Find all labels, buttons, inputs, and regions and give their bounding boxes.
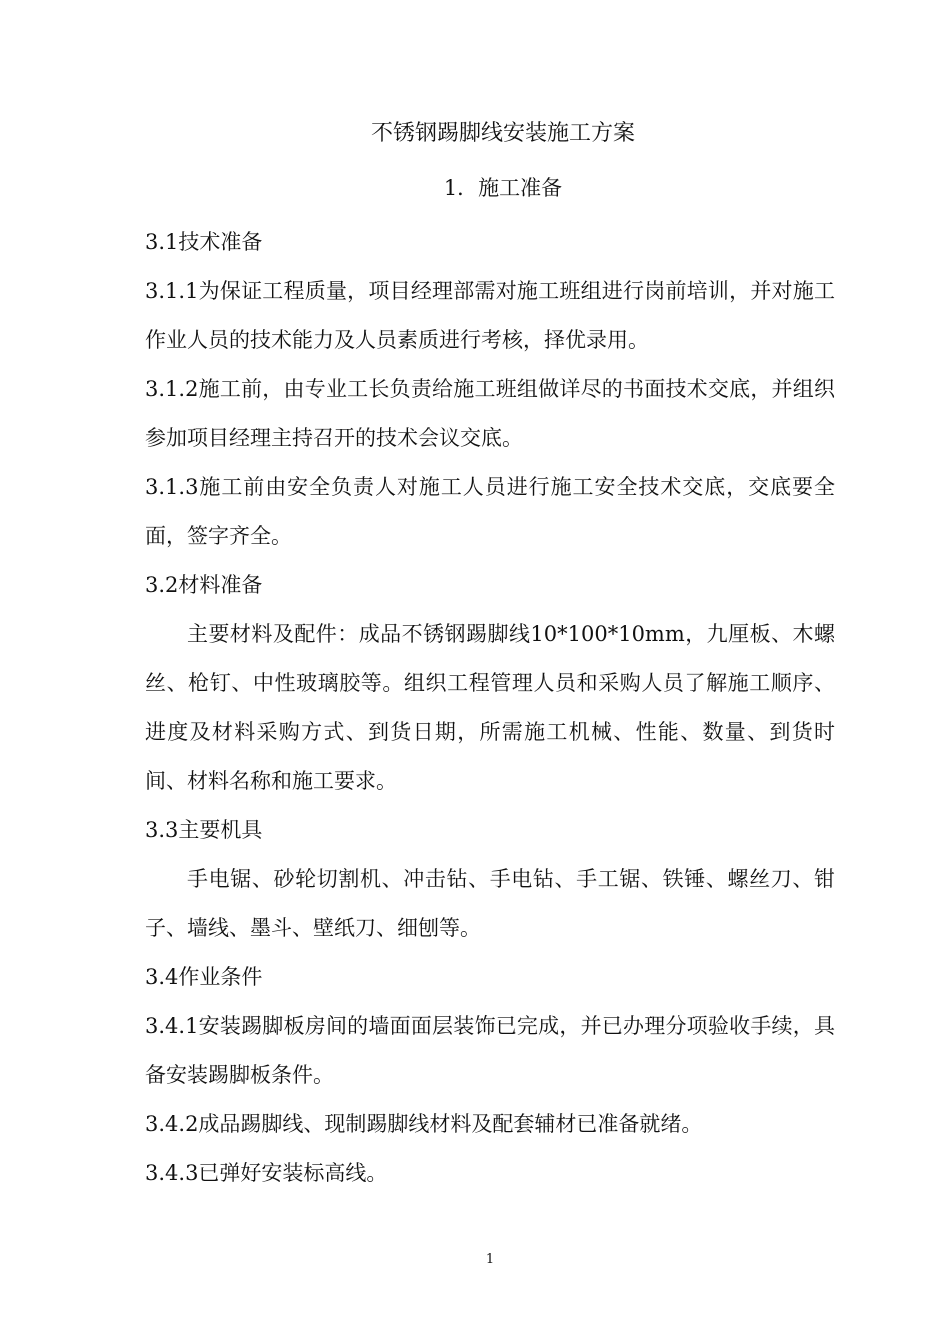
paragraph-3-4-1: 3.4.1安装踢脚板房间的墙面面层装饰已完成，并已办理分项验收手续，具备安装踢脚板条件。 xyxy=(145,1014,835,1087)
paragraph-3-4-3: 3.4.3已弹好安装标高线。 xyxy=(145,1161,388,1185)
paragraph-3-1-1: 3.1.1为保证工程质量，项目经理部需对施工班组进行岗前培训，并对施工作业人员的技术能力及人员素质进行考核，择优录用。 xyxy=(145,279,835,352)
paragraph-3-2: 3.2材料准备 xyxy=(145,573,263,597)
paragraph-3-4-2: 3.4.2成品踢脚线、现制踢脚线材料及配套辅材已准备就绪。 xyxy=(145,1112,703,1136)
section-heading: 1．施工准备 xyxy=(443,176,563,200)
paragraph-3-1: 3.1技术准备 xyxy=(145,230,263,254)
paragraph-tools: 手电锯、砂轮切割机、冲击钻、手电钻、手工锯、铁锤、螺丝刀、钳子、墙线、墨斗、壁纸刀、细刨等。 xyxy=(145,867,835,940)
document-body xyxy=(145,218,835,1198)
paragraph-3-3: 3.3主要机具 xyxy=(145,818,263,842)
paragraph-3-1-3: 3.1.3施工前由安全负责人对施工人员进行施工安全技术交底，交底要全面，签字齐全。 xyxy=(145,475,835,548)
paragraph-3-4: 3.4作业条件 xyxy=(145,965,263,989)
page-number: 1 xyxy=(485,1252,495,1267)
paragraph-materials: 主要材料及配件：成品不锈钢踢脚线10*100*10mm，九厘板、木螺丝、枪钉、中性玻璃胶等。组织工程管理人员和采购人员了解施工顺序、进度及材料采购方式、到货日期，所需施工机械、性能、数量、到货时间、材料名称和施工要求。 xyxy=(145,622,835,793)
document-title: 不锈钢踢脚线安装施工方案 xyxy=(370,121,635,146)
paragraph-3-1-2: 3.1.2施工前，由专业工长负责给施工班组做详尽的书面技术交底，并组织参加项目经理主持召开的技术会议交底。 xyxy=(145,377,835,450)
